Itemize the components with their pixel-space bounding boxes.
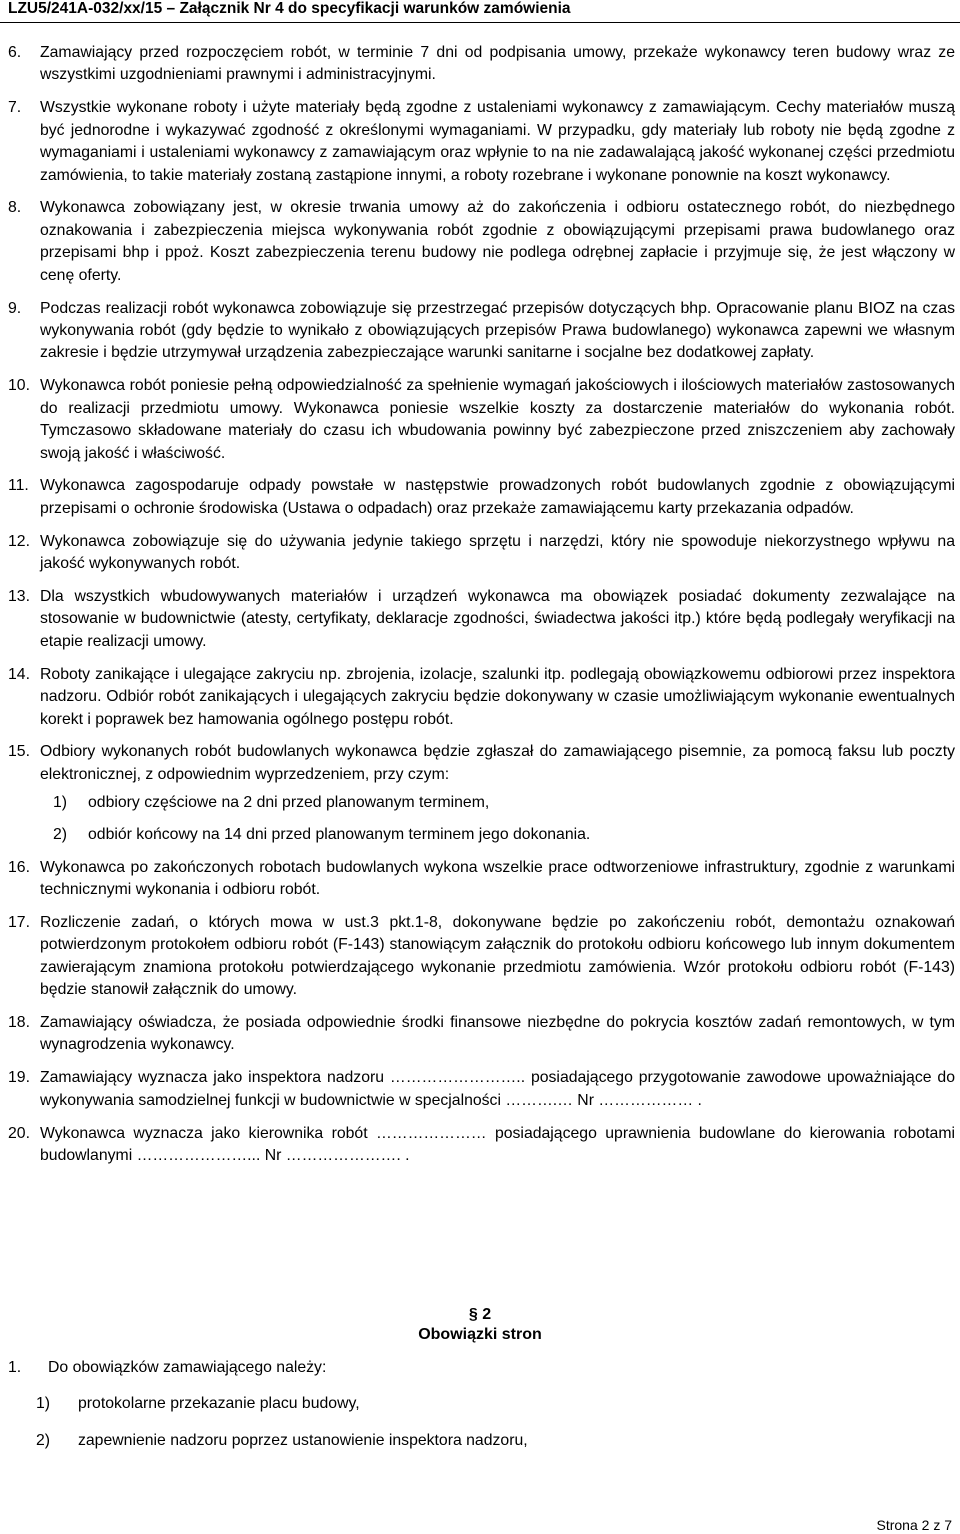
- item-number: 1.: [8, 1359, 22, 1376]
- section-title: Obowiązki stron: [418, 1326, 542, 1343]
- item-number: 10.: [8, 377, 30, 395]
- header-title: LZU5/241A-032/xx/15 – Załącznik Nr 4 do specyfikacji warunków zamówienia: [8, 0, 571, 17]
- item-text: Podczas realizacji robót wykonawca zobowiązuje się przestrzegać przepisów dotyczących bhp. Opracowanie planu BIOZ na czas wykonywania robót (gdy będzie to wynikało z obowiązujących przepisów Prawa budowlanego) wykonawca zapewni we własnym zakresie i będzie utrzymywał urządzenia zabezpieczające warunki sanitarne i socjalne bez dodatkowej zapłaty.: [40, 299, 955, 362]
- item-number: 9.: [8, 299, 22, 317]
- list-item: [8, 197, 955, 287]
- sub-item-text: zapewnienie nadzoru poprzez ustanowienie inspektora nadzoru,: [78, 1431, 528, 1449]
- section-heading: [380, 1305, 580, 1345]
- item-text: Wykonawca wyznacza jako kierownika robót ………………… posiadającego uprawnienia budowlane do kierowania robotami budowlanymi …………………... Nr …………………. .: [40, 1124, 955, 1165]
- item-number: 18.: [8, 1014, 30, 1032]
- list-item: [8, 97, 955, 187]
- item-text: Zamawiający wyznacza jako inspektora nadzoru …………………….. posiadającego przygotowanie zawodowe upoważniające do wykonywania samodzielnej funkcji w budownictwie w specjalności ……….… Nr ……………… .: [40, 1069, 955, 1109]
- item-number: 11.: [8, 477, 29, 495]
- page-number: Strona 2 z 7: [876, 1517, 952, 1533]
- list-item: [8, 1123, 955, 1168]
- list-item: [8, 664, 955, 731]
- list-item: [8, 531, 955, 576]
- list-item: [8, 42, 955, 87]
- list-item: [8, 1012, 955, 1057]
- sub-list-item: [8, 1430, 955, 1452]
- obligations-section: [8, 1357, 955, 1452]
- item-text: Wykonawca robót poniesie pełną odpowiedzialność za spełnienie wymagań jakościowych i ilościowych materiałów zastosowanych do realizacji przedmiotu umowy. Wykonawca poniesie wszelkie koszty za dostarczenie materiałów do wykonania robót. Tymczasowo składowane materiały do czasu ich wbudowania powinny być zabezpieczone przed zniszczeniem aby zachowały swoją jakość i właściwość.: [40, 377, 955, 462]
- sub-list-item: [40, 792, 955, 814]
- item-number: 7.: [8, 99, 22, 117]
- item-number: 19.: [8, 1069, 30, 1087]
- item-number: 13.: [8, 588, 30, 606]
- item-number: 12.: [8, 532, 30, 550]
- item-text: Wykonawca po zakończonych robotach budowlanych wykona wszelkie prace odtworzeniowe infrastruktury, zgodnie z warunkami technicznymi wykonania i odbioru robót.: [40, 858, 955, 898]
- item-number: 6.: [8, 44, 22, 61]
- list-item: [8, 375, 955, 465]
- item-number: 16.: [8, 858, 30, 876]
- list-item: [8, 1357, 955, 1379]
- list-item: [8, 586, 955, 653]
- sub-list: [40, 792, 955, 846]
- item-number: 8.: [8, 199, 22, 217]
- item-number: 14.: [8, 665, 30, 683]
- section-symbol: § 2: [468, 1306, 492, 1323]
- list-item: [8, 741, 955, 846]
- item-text: Zamawiający oświadcza, że posiada odpowiednie środki finansowe niezbędne do pokrycia kosztów zadań remontowych, w tym wynagrodzenia wykonawcy.: [40, 1014, 955, 1054]
- list-item: [8, 1067, 955, 1112]
- list-item: [8, 857, 955, 902]
- item-number: 15.: [8, 743, 30, 761]
- item-text: Do obowiązków zamawiającego należy:: [48, 1359, 327, 1376]
- item-text: Dla wszystkich wbudowywanych materiałów i urządzeń wykonawca ma obowiązek posiadać dokumenty zezwalające na stosowanie w budownictwie (atesty, certyfikaty, deklaracje zgodności, świadectwa jakości itp.) które będą podlegały weryfikacji na etapie realizacji umowy.: [40, 588, 955, 650]
- item-number: 17.: [8, 913, 30, 931]
- document-header: [0, 0, 960, 23]
- item-text: Wykonawca zagospodaruje odpady powstałe w następstwie prowadzonych robót budowlanych zgodnie z obowiązującymi przepisami o ochronie środowiska (Ustawa o odpadach) oraz przekaże zamawiającemu karty przekazania odpadów.: [40, 477, 955, 517]
- list-item: [8, 912, 955, 1002]
- list-item: [8, 298, 955, 365]
- sub-item-number: 1): [53, 794, 68, 812]
- item-text: Rozliczenie zadań, o których mowa w ust.3 pkt.1-8, dokonywane będzie po zakończeniu robót, demontażu oznakowań potwierdzonym protokołem odbioru robót (F-143) stanowiącym załącznik do protokołu odbioru końcowego lub innym dokumentem zawierającym znamiona protokołu potwierdzającego wykonanie przedmiotu zamówienia. Wzór protokołu odbioru robót (F-143) będzie stanowił załącznik do umowy.: [40, 913, 955, 999]
- item-text: Odbiory wykonanych robót budowlanych wykonawca będzie zgłaszał do zamawiającego pisemnie, za pomocą faksu lub poczty elektronicznej, z odpowiednim wyprzedzeniem, przy czym:: [40, 743, 955, 783]
- item-text: Roboty zanikające i ulegające zakryciu np. zbrojenia, izolacje, szalunki itp. podlegają obowiązkowemu odbiorowi przez inspektora nadzoru. Odbiór robót zanikających i ulegających zakryciu będzie dokonywany w czasie umożliwiającym wykonanie ewentualnych korekt i poprawek bez hamowania ogólnego postępu robót.: [40, 665, 955, 728]
- document-body: [8, 42, 955, 1178]
- item-text: Wykonawca zobowiązuje się do używania jedynie takiego sprzętu i narzędzi, który nie spowoduje niekorzystnego wpływu na jakość wykonywanych robót.: [40, 532, 955, 573]
- sub-item-text: odbiór końcowy na 14 dni przed planowanym terminem jego dokonania.: [88, 825, 591, 843]
- sub-item-number: 2): [53, 825, 68, 843]
- item-number: 20.: [8, 1124, 30, 1142]
- item-text: Wszystkie wykonane roboty i użyte materiały będą zgodne z ustaleniami wykonawcy z zamawiającym. Cechy materiałów muszą być jednorodne i wykazywać zgodność z określonymi wymaganiami. W przypadku, gdy materiały lub roboty nie będą zgodne z wymaganiami i ustaleniami wykonawcy z zamawiającym oraz wpłynie to na nie zadawalającą jakość wykonanej części przedmiotu zamówienia, to takie materiały zostaną zastąpione innymi, a roboty rozebrane i wykonane ponownie na koszt wykonawcy.: [40, 99, 955, 184]
- sub-list-item: [40, 824, 955, 846]
- item-text: Wykonawca zobowiązany jest, w okresie trwania umowy aż do zakończenia i odbioru ostatecznego robót, do niezbędnego oznakowania i zabezpieczenia miejsca wykonywania robót zgodnie z obowiązującymi przepisami prawa budowlanego oraz przepisami bhp i ppoż. Koszt zabezpieczenia terenu budowy nie podlega odrębnej zapłacie i przyjmuje się, że jest włączony w cenę oferty.: [40, 199, 955, 284]
- sub-item-text: protokolarne przekazanie placu budowy,: [78, 1395, 360, 1413]
- sub-item-text: odbiory częściowe na 2 dni przed planowanym terminem,: [88, 794, 490, 812]
- sub-list-item: [8, 1393, 955, 1415]
- sub-item-number: 2): [36, 1431, 51, 1449]
- sub-item-number: 1): [36, 1395, 51, 1413]
- list-item: [8, 475, 955, 520]
- item-text: Zamawiający przed rozpoczęciem robót, w terminie 7 dni od podpisania umowy, przekaże wykonawcy teren budowy wraz ze wszystkimi uzgodnieniami prawnymi i administracyjnymi.: [40, 44, 955, 84]
